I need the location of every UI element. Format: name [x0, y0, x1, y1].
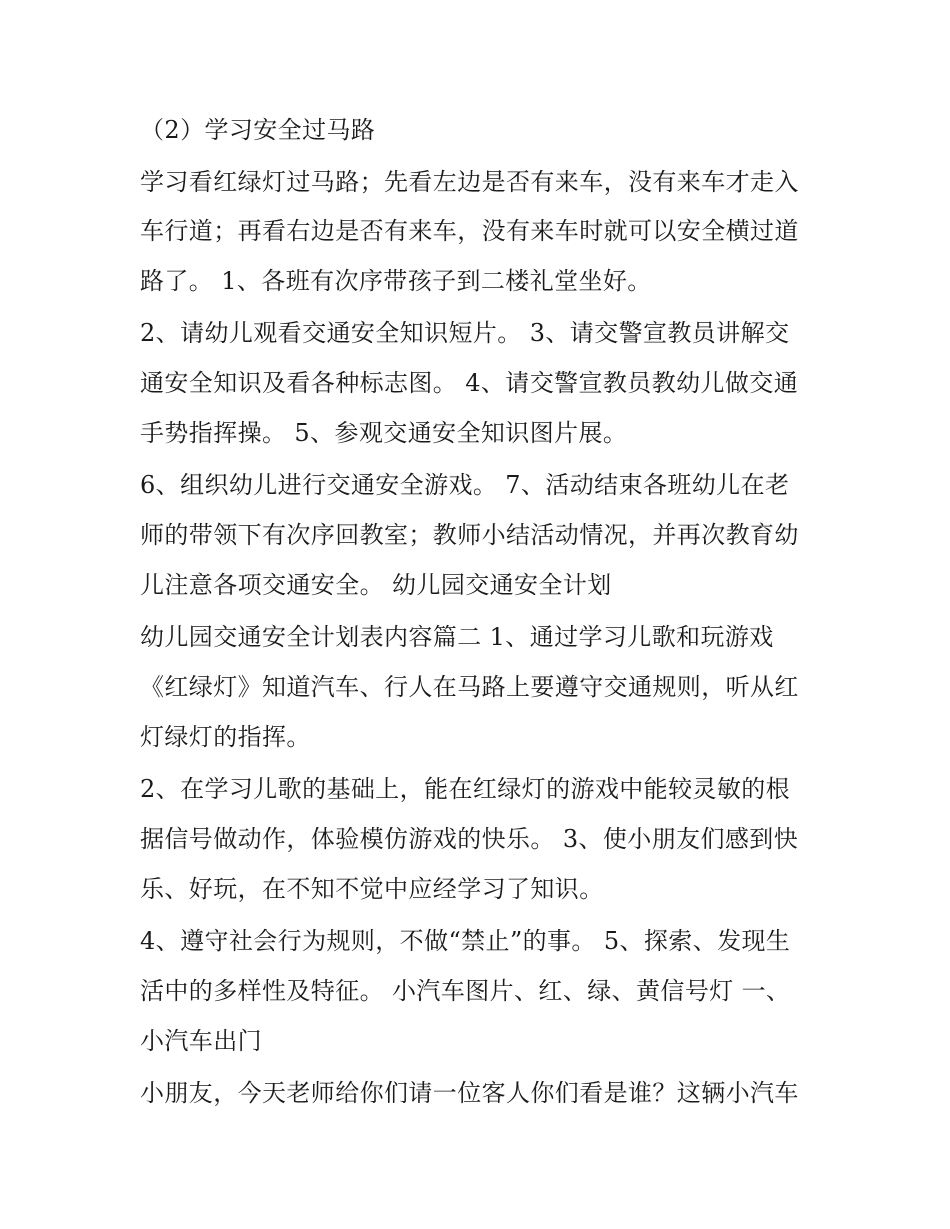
- text-line: 4、遵守社会行为规则，不做“禁止”的事。 5、探索、发现生: [140, 927, 791, 955]
- text-line: 2、请幼儿观看交通安全知识短片。 3、请交警宣教员讲解交: [140, 319, 790, 347]
- text-line: 活中的多样性及特征。 小汽车图片、红、绿、黄信号灯 一、: [140, 977, 791, 1005]
- text-line: 小朋友，今天老师给你们请一位客人你们看是谁？这辆小汽车: [140, 1079, 799, 1107]
- text-line: 幼儿园交通安全计划表内容篇二 1、通过学习儿歌和玩游戏: [140, 623, 774, 651]
- text-line: 《红绿灯》知道汽车、行人在马路上要遵守交通规则，听从红: [140, 673, 799, 701]
- text-line: 通安全知识及看各种标志图。 4、请交警宣教员教幼儿做交通: [140, 369, 799, 397]
- text-line: 手势指挥操。 5、参观交通安全知识图片展。: [140, 419, 628, 447]
- text-line: 6、组织幼儿进行交通安全游戏。 7、活动结束各班幼儿在老: [140, 471, 790, 499]
- text-line: 2、在学习儿歌的基础上，能在红绿灯的游戏中能较灵敏的根: [140, 775, 791, 803]
- text-line: 路了。 1、各班有次序带孩子到二楼礼堂坐好。: [140, 267, 652, 295]
- text-line: 儿注意各项交通安全。 幼儿园交通安全计划: [140, 571, 612, 599]
- text-line: 小汽车出门: [140, 1027, 262, 1055]
- text-line: 乐、好玩，在不知不觉中应经学习了知识。: [140, 875, 604, 903]
- text-line: 学习看红绿灯过马路；先看左边是否有来车，没有来车才走入: [140, 168, 799, 196]
- text-line: 师的带领下有次序回教室；教师小结活动情况，并再次教育幼: [140, 521, 799, 549]
- text-line: 车行道；再看右边是否有来车，没有来车时就可以安全横过道: [140, 217, 799, 245]
- section-heading: （2）学习安全过马路: [140, 116, 376, 144]
- text-line: 灯绿灯的指挥。: [140, 723, 311, 751]
- text-line: 据信号做动作，体验模仿游戏的快乐。 3、使小朋友们感到快: [140, 825, 799, 853]
